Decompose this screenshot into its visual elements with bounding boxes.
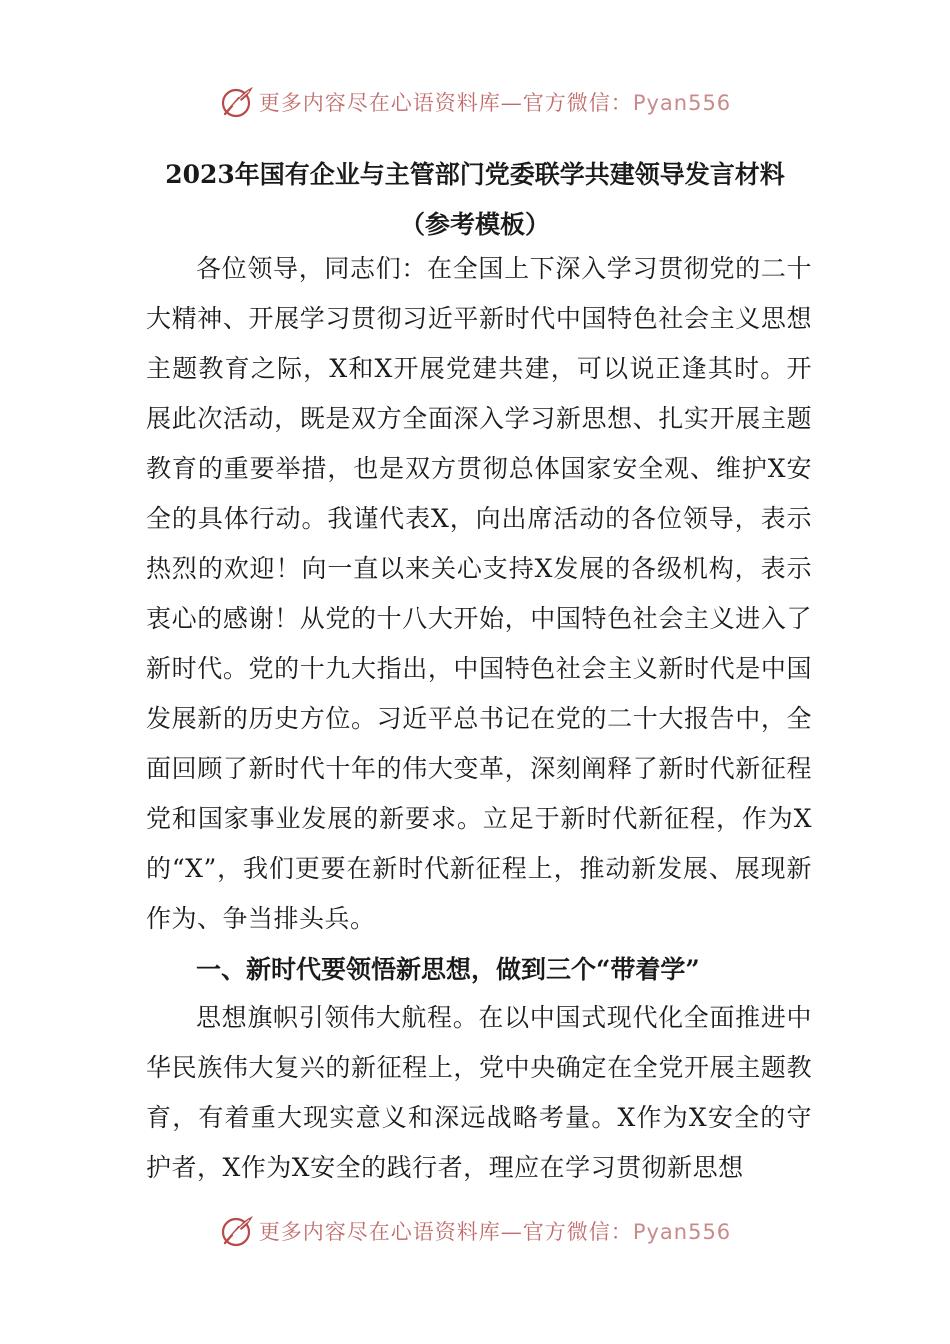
section-heading-1: 一、新时代要领悟新思想，做到三个“带着学” — [196, 955, 700, 984]
document-subtitle: （参考模板） — [399, 210, 550, 239]
document-title: 2023年国有企业与主管部门党委联学共建领导发言材料 — [165, 160, 785, 189]
paragraph-section-1: 思想旗帜引领伟大航程。在以中国式现代化全面推进中华民族伟大复兴的新征程上，党中央确定在全党开展主题教育，有着重大现实意义和深远战略考量。X作为X安全的守护者，X作为X安全的践行者，理应在学习贯彻新思想 — [146, 1003, 812, 1182]
wechat-id: Pyan556 — [632, 91, 732, 115]
banner-text: 更多内容尽在心语资料库—官方微信：Pyan556 — [258, 1220, 732, 1244]
feather-pen-logo-icon — [219, 84, 255, 120]
footer-banner — [0, 1211, 950, 1251]
paragraph-opening: 各位领导，同志们：在全国上下深入学习贯彻党的二十大精神、开展学习贯彻习近平新时代中国特色社会主义思想主题教育之际，X和X开展党建共建，可以说正逢其时。开展此次活动，既是双方全面深入学习新思想、扎实开展主题教育的重要举措，也是双方贯彻总体国家安全观、维护X安全的具体行动。我谨代表X，向出席活动的各位领导，表示热烈的欢迎！向一直以来关心支持X发展的各级机构，表示衷心的感谢！从党的十八大开始，中国特色社会主义进入了新时代。党的十九大指出，中国特色社会主义新时代是中国发展新的历史方位。习近平总书记在党的二十大报告中，全面回顾了新时代十年的伟大变革，深刻阐释了新时代新征程党和国家事业发展的新要求。立足于新时代新征程，作为X的“X”，我们更要在新时代新征程上，推动新发展、展现新作为、争当排头兵。 — [146, 254, 812, 933]
header-banner — [0, 82, 950, 122]
banner-text: 更多内容尽在心语资料库—官方微信：Pyan556 — [258, 91, 732, 115]
wechat-id: Pyan556 — [632, 1220, 732, 1244]
feather-pen-logo-icon — [219, 1213, 255, 1249]
